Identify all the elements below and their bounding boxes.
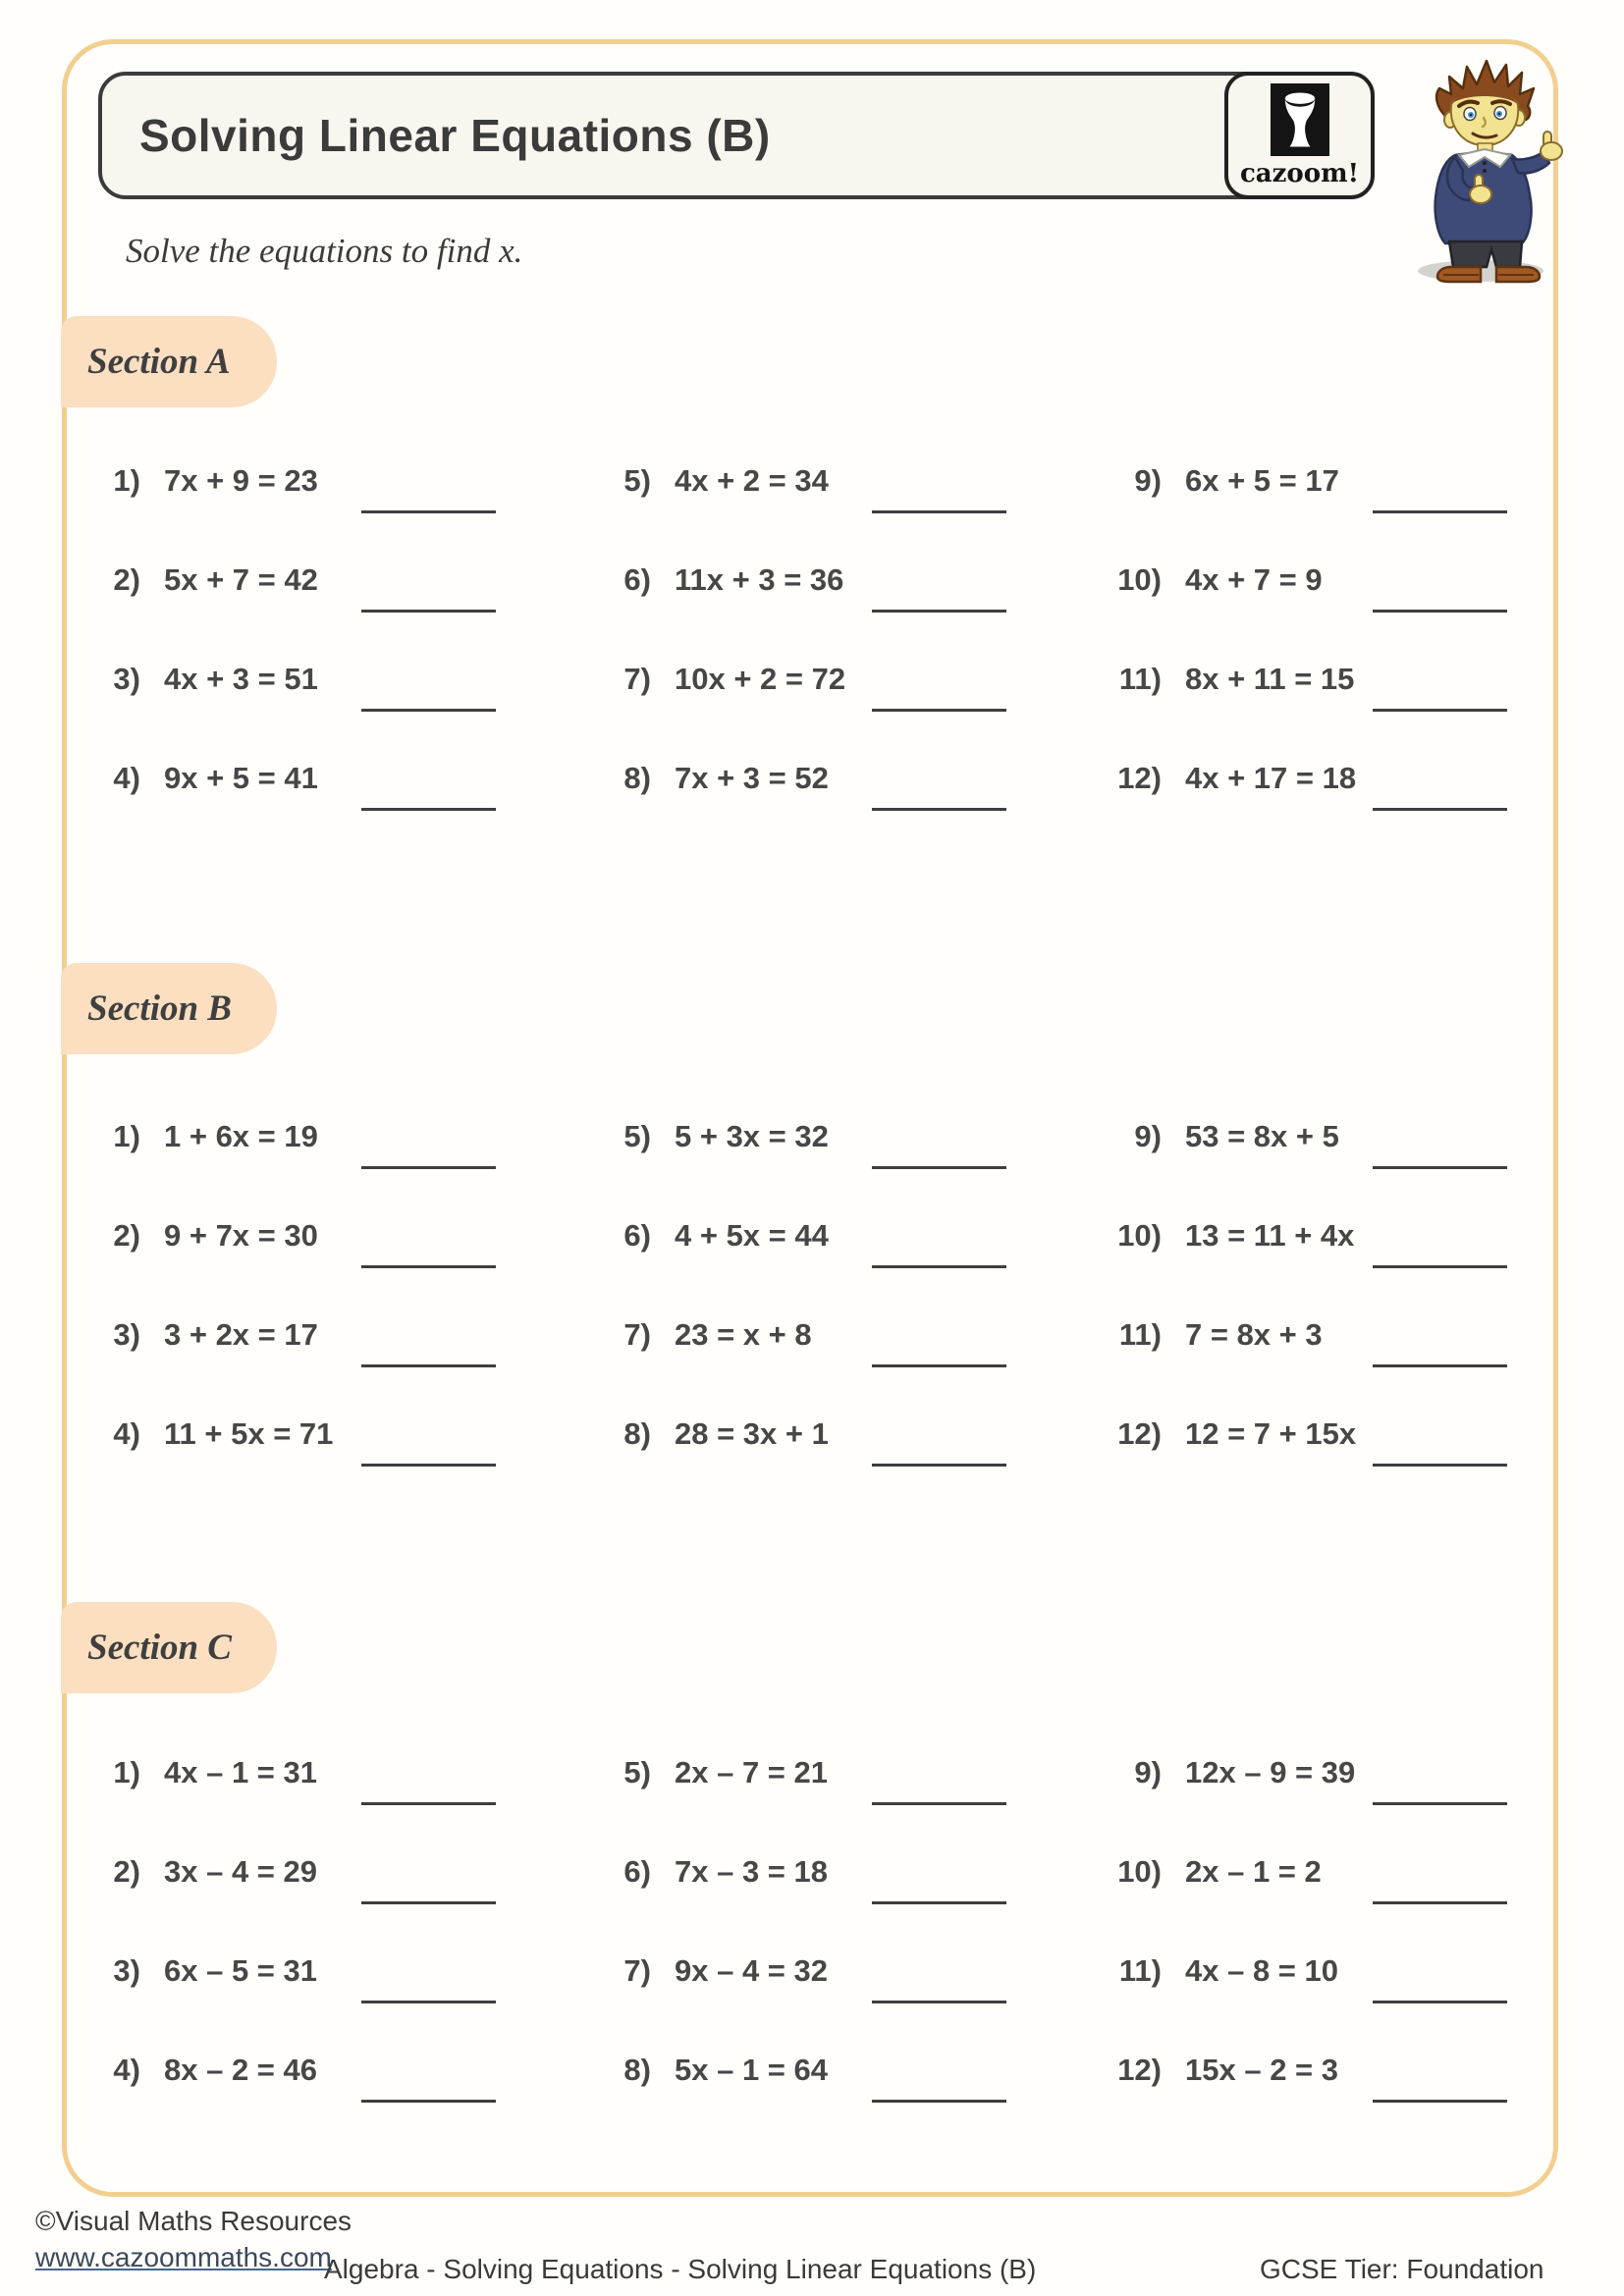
problem-item [93,1216,496,1315]
problem-number: 7) [623,662,651,696]
problem-number: 7) [623,1317,651,1352]
answer-line [361,1802,496,1805]
answer-line [361,1265,496,1268]
website-link[interactable]: www.cazoommaths.com [35,2242,332,2272]
answer-line [1373,1364,1507,1367]
problem-item [604,561,1006,660]
problem-number: 10) [1117,562,1162,597]
answer-line [361,808,496,811]
problem-equation: 7x + 9 = 23 [164,463,318,498]
title-box [98,72,1375,199]
problem-number: 5) [623,463,651,498]
breadcrumb: Algebra - Solving Equations - Solving Linear Equations (B) [324,2254,1037,2284]
problem-number: 8) [623,761,651,795]
answer-line [1373,1901,1507,1904]
answer-line [872,610,1006,613]
answer-line [1373,1802,1507,1805]
cazoom-logo [1224,72,1375,199]
problem-number: 3) [113,1953,140,1988]
problem-number: 11) [1118,662,1162,696]
answer-line [872,1166,1006,1169]
problem-number: 9) [1134,1119,1162,1153]
problem-item [604,461,1006,561]
problem-number: 5) [623,1755,651,1789]
problem-equation: 8x – 2 = 46 [164,2053,317,2087]
problem-item [93,561,496,660]
copyright-text: ©Visual Maths Resources [35,2206,352,2236]
problem-item [93,1852,496,1951]
answer-line [872,1364,1006,1367]
problem-number: 4) [113,1416,140,1451]
problem-equation: 28 = 3x + 1 [675,1416,829,1451]
problem-number: 4) [113,761,140,795]
problem-item [1114,561,1507,660]
problem-item [93,1315,496,1415]
problem-item [1114,1951,1507,2051]
section-a-label: Section A [61,316,277,407]
problem-item [93,1753,496,1852]
problem-equation: 4x – 8 = 10 [1185,1953,1338,1988]
answer-line [361,1364,496,1367]
problem-number: 12) [1117,2053,1162,2087]
answer-line [361,510,496,513]
problem-item [1114,461,1507,561]
problem-number: 1) [113,1755,140,1789]
problem-number: 9) [1134,1755,1162,1789]
problem-equation: 9x + 5 = 41 [164,761,318,795]
problem-item [604,1315,1006,1415]
problem-number: 7) [623,1953,651,1988]
problem-equation: 10x + 2 = 72 [675,662,846,696]
problem-number: 12) [1117,761,1162,795]
answer-line [361,2100,496,2103]
section-b-problems [93,1117,1507,1514]
section-c-problems [93,1753,1507,2150]
problem-equation: 7x + 3 = 52 [675,761,829,795]
problem-equation: 1 + 6x = 19 [164,1119,318,1153]
problem-number: 11) [1118,1317,1162,1352]
problem-equation: 5x – 1 = 64 [675,2053,828,2087]
problem-number: 6) [623,562,651,597]
problem-item [1114,1753,1507,1852]
answer-line [361,610,496,613]
problem-equation: 11 + 5x = 71 [164,1416,334,1451]
problem-number: 10) [1117,1218,1162,1253]
problem-equation: 5x + 7 = 42 [164,562,318,597]
problem-item [1114,660,1507,759]
problem-equation: 4x + 7 = 9 [1185,562,1323,597]
problem-number: 8) [623,1416,651,1451]
problem-equation: 5 + 3x = 32 [675,1119,829,1153]
problem-item [604,1753,1006,1852]
problem-equation: 53 = 8x + 5 [1185,1119,1339,1153]
problem-equation: 4x + 3 = 51 [164,662,318,696]
problem-item [93,1951,496,2051]
answer-line [872,1265,1006,1268]
answer-line [361,709,496,712]
section-b-label: Section B [61,963,277,1054]
answer-line [872,1464,1006,1467]
drum-icon [1271,83,1329,156]
problem-equation: 6x – 5 = 31 [164,1953,317,1988]
problem-number: 2) [113,1218,140,1253]
problem-item [1114,2051,1507,2150]
problem-number: 3) [113,1317,140,1352]
problem-equation: 4x + 2 = 34 [675,463,829,498]
problem-item [93,1117,496,1216]
problem-item [604,1415,1006,1514]
answer-line [361,1464,496,1467]
problem-number: 2) [113,1854,140,1889]
problem-number: 1) [113,463,140,498]
problem-item [604,660,1006,759]
problem-number: 3) [113,662,140,696]
problem-equation: 9x – 4 = 32 [675,1953,828,1988]
problem-equation: 15x – 2 = 3 [1185,2053,1338,2087]
problem-equation: 23 = x + 8 [675,1317,812,1352]
answer-line [872,709,1006,712]
problem-equation: 3 + 2x = 17 [164,1317,318,1352]
instruction-text: Solve the equations to find x. [126,232,523,270]
problem-item [1114,1315,1507,1415]
logo-text: cazoom! [1239,158,1360,188]
answer-line [1373,1265,1507,1268]
problem-equation: 4x + 17 = 18 [1185,761,1357,795]
problem-equation: 4x – 1 = 31 [164,1755,317,1789]
problem-number: 8) [623,2053,651,2087]
problem-equation: 4 + 5x = 44 [675,1218,829,1253]
answer-line [872,2100,1006,2103]
problem-number: 11) [1118,1953,1162,1988]
problem-equation: 12 = 7 + 15x [1185,1416,1357,1451]
problem-number: 5) [623,1119,651,1153]
answer-line [872,808,1006,811]
answer-line [1373,709,1507,712]
problem-equation: 9 + 7x = 30 [164,1218,318,1253]
problem-equation: 13 = 11 + 4x [1185,1218,1355,1253]
answer-line [1373,808,1507,811]
problem-item [1114,1415,1507,1514]
problem-item [604,1852,1006,1951]
answer-line [1373,610,1507,613]
answer-line [1373,510,1507,513]
answer-line [1373,2001,1507,2003]
problem-item [93,660,496,759]
problem-equation: 2x – 7 = 21 [675,1755,828,1789]
mascot-boy-icon [1394,55,1576,286]
answer-line [361,2001,496,2003]
answer-line [872,510,1006,513]
problem-number: 6) [623,1854,651,1889]
answer-line [872,1901,1006,1904]
problem-item [604,1117,1006,1216]
problem-item [93,461,496,561]
problem-item [1114,1117,1507,1216]
answer-line [1373,1166,1507,1169]
problem-item [93,759,496,858]
problem-number: 1) [113,1119,140,1153]
problem-equation: 3x – 4 = 29 [164,1854,317,1889]
answer-line [361,1901,496,1904]
problem-equation: 2x – 1 = 2 [1185,1854,1322,1889]
problem-number: 6) [623,1218,651,1253]
problem-item [604,1216,1006,1315]
problem-equation: 12x – 9 = 39 [1185,1755,1356,1789]
problem-equation: 11x + 3 = 36 [675,562,844,597]
problem-number: 10) [1117,1854,1162,1889]
problem-equation: 8x + 11 = 15 [1185,662,1355,696]
problem-item [604,759,1006,858]
problem-item [1114,759,1507,858]
problem-number: 12) [1117,1416,1162,1451]
problem-item [93,2051,496,2150]
answer-line [1373,1464,1507,1467]
answer-line [872,2001,1006,2003]
problem-number: 4) [113,2053,140,2087]
section-a-problems [93,461,1507,858]
tier-label: GCSE Tier: Foundation [1260,2254,1544,2284]
problem-number: 9) [1134,463,1162,498]
problem-equation: 6x + 5 = 17 [1185,463,1339,498]
problem-item [604,1951,1006,2051]
problem-item [1114,1852,1507,1951]
problem-equation: 7x – 3 = 18 [675,1854,828,1889]
answer-line [1373,2100,1507,2103]
page-title: Solving Linear Equations (B) [139,110,771,161]
problem-item [1114,1216,1507,1315]
answer-line [361,1166,496,1169]
answer-line [872,1802,1006,1805]
problem-item [604,2051,1006,2150]
problem-item [93,1415,496,1514]
section-c-label: Section C [61,1602,277,1693]
problem-equation: 7 = 8x + 3 [1185,1317,1323,1352]
problem-number: 2) [113,562,140,597]
